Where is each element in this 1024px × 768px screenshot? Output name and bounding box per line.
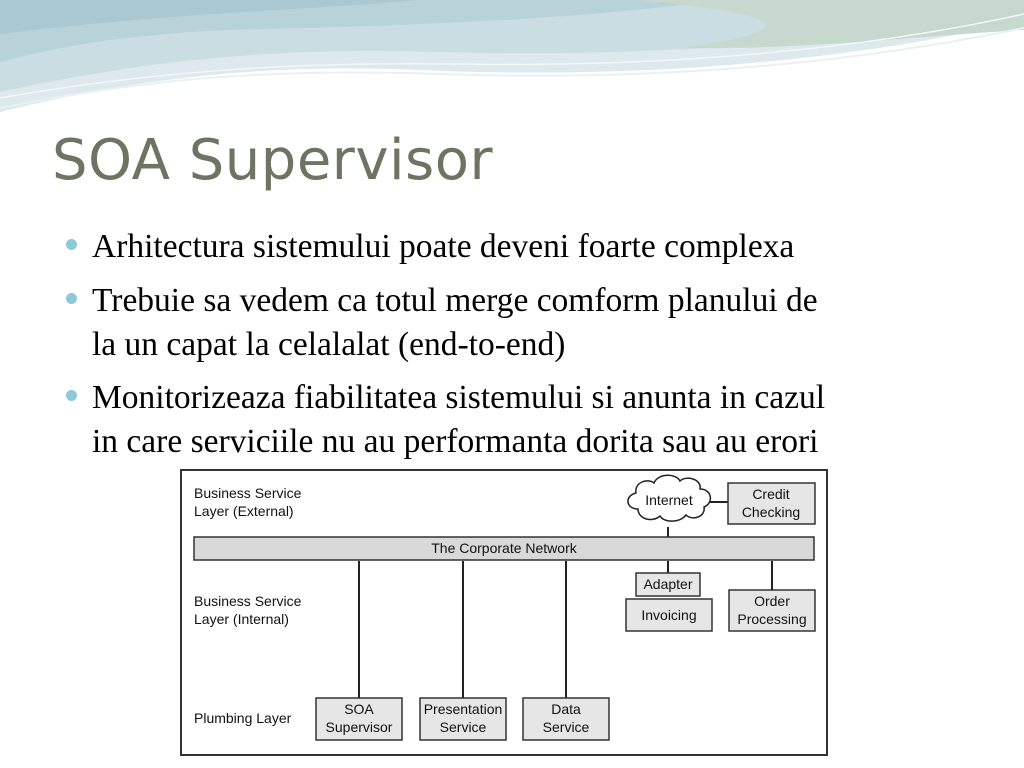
order-processing-label-line-2: Processing [737,611,807,627]
bullet-dot-1 [66,239,77,250]
bullet-dot-3 [66,390,77,401]
credit-checking-label-line-1: Credit [752,486,790,502]
bullet-2-line-1: Trebuie sa vedem ca totul merge comform planului de [92,282,818,319]
soa-supervisor-label-line-1: SOA [344,701,374,717]
presentation-service-label-line-1: Presentation [423,701,503,717]
bullet-1-line-1: Arhitectura sistemului poate deveni foarte complexa [92,228,795,265]
plumbing-layer-label: Plumbing Layer [194,710,292,726]
slide-title: SOA Supervisor [52,128,493,193]
corporate-network-label: The Corporate Network [431,540,577,556]
data-service-label-line-2: Service [542,719,590,735]
credit-checking-label-line-2: Checking [741,504,801,520]
adapter-label: Adapter [643,576,693,592]
bullet-3-line-1: Monitorizeaza fiabilitatea sistemului si anunta in cazul [92,379,826,416]
external-layer-label-line-2: Layer (External) [194,503,294,519]
soa-supervisor-label-line-2: Supervisor [325,719,393,735]
bullet-3-line-2: in care serviciile nu au performanta dorita sau au erori [92,423,819,460]
soa-architecture-diagram [180,469,828,756]
bullet-dot-2 [66,293,77,304]
order-processing-label-line-1: Order [754,593,790,609]
data-service-label-line-1: Data [551,701,581,717]
internal-layer-label-line-2: Layer (Internal) [194,611,289,627]
presentation-service-label-line-2: Service [439,719,487,735]
internet-label: Internet [645,492,693,508]
external-layer-label-line-1: Business Service [194,485,302,501]
header-wave-decoration [0,0,1024,130]
internal-layer-label-line-1: Business Service [194,593,302,609]
bullet-2-line-2: la un capat la celalalat (end-to-end) [92,326,566,363]
invoicing-label: Invoicing [641,607,697,623]
